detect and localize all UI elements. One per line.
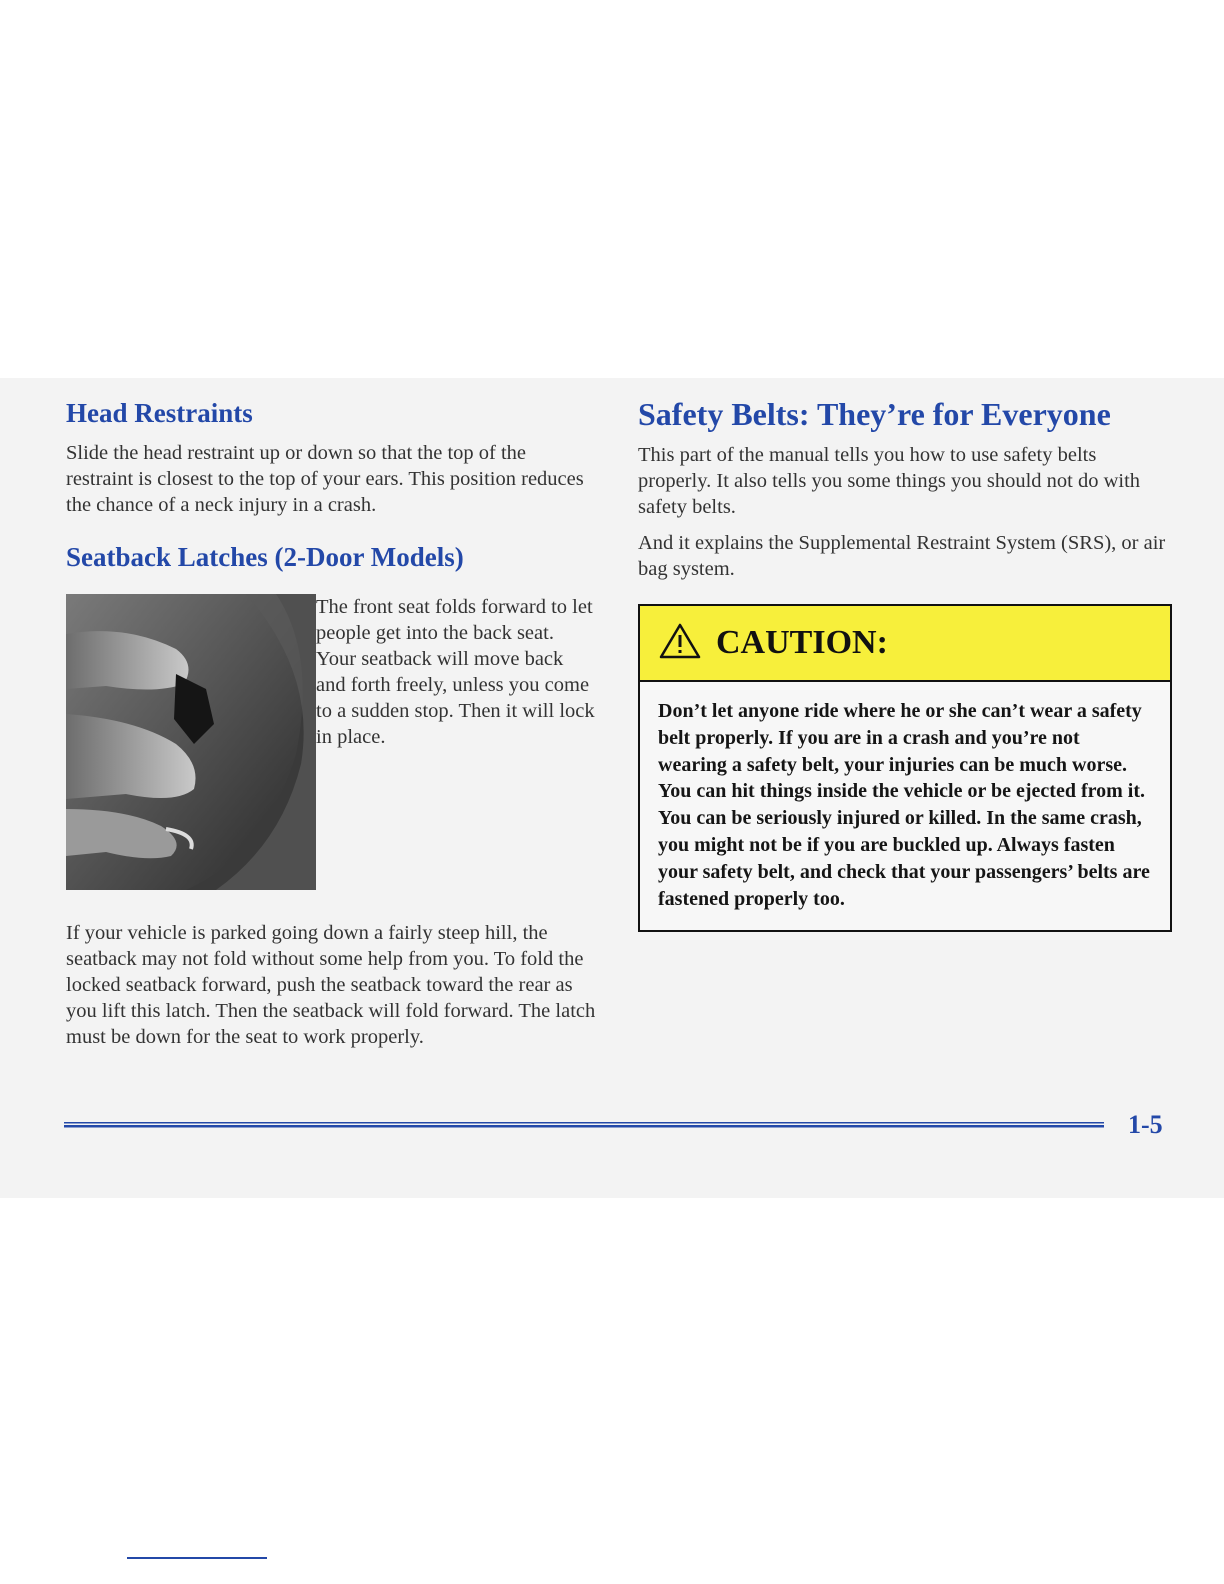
seatback-latch-illustration [66,594,316,890]
caution-text: Don’t let anyone ride where he or she can’t wear a safety belt properly. If you are in a crash and you’re not wearing a safety belt, your injuries can be much worse. You can hit things inside the vehicle or be ejected from it. You can be seriously injured or killed. In the same crash, you might not be if you are buckled up. Always fasten your safety belt, and check that your passengers’ belts are fastened properly too. [658,700,1150,910]
safety-belts-heading: Safety Belts: They’re for Everyone [638,396,1111,432]
seatback-latches-heading: Seatback Latches (2-Door Models) [66,542,464,572]
seatback-photo-row [66,594,598,890]
caution-title: CAUTION: [716,624,888,661]
srs-intro: And it explains the Supplemental Restraint System (SRS), or air bag system. [638,532,1166,580]
right-column [638,396,1172,932]
caution-box [638,604,1172,932]
bottom-rule [127,1557,267,1559]
page-number: 1-5 [1128,1110,1163,1139]
warning-triangle-icon [658,622,702,665]
seatback-fold-text: The front seat folds forward to let people get into the back seat. Your seatback will move back and forth freely, unless you come to a sudden stop. Then it will lock in place. [316,596,595,748]
caution-header [640,606,1170,682]
safety-belts-intro: This part of the manual tells you how to use safety belts properly. It also tells you some things you should not do with safety belts. [638,444,1141,518]
seatback-hill-text: If your vehicle is parked going down a fairly steep hill, the seatback may not fold without some help from you. To fold the locked seatback forward, push the seatback toward the rear as you lift this latch. Then the seatback will fold forward. The latch must be down for the seat to work properly. [66,922,596,1048]
footer-rule [64,1122,1104,1128]
head-restraints-heading: Head Restraints [66,398,253,428]
left-column [66,396,598,1050]
seatback-latch-photo [66,594,316,890]
head-restraints-text: Slide the head restraint up or down so that the top of the restraint is closest to the top of your ears. This position reduces the chance of a neck injury in a crash. [66,442,584,516]
